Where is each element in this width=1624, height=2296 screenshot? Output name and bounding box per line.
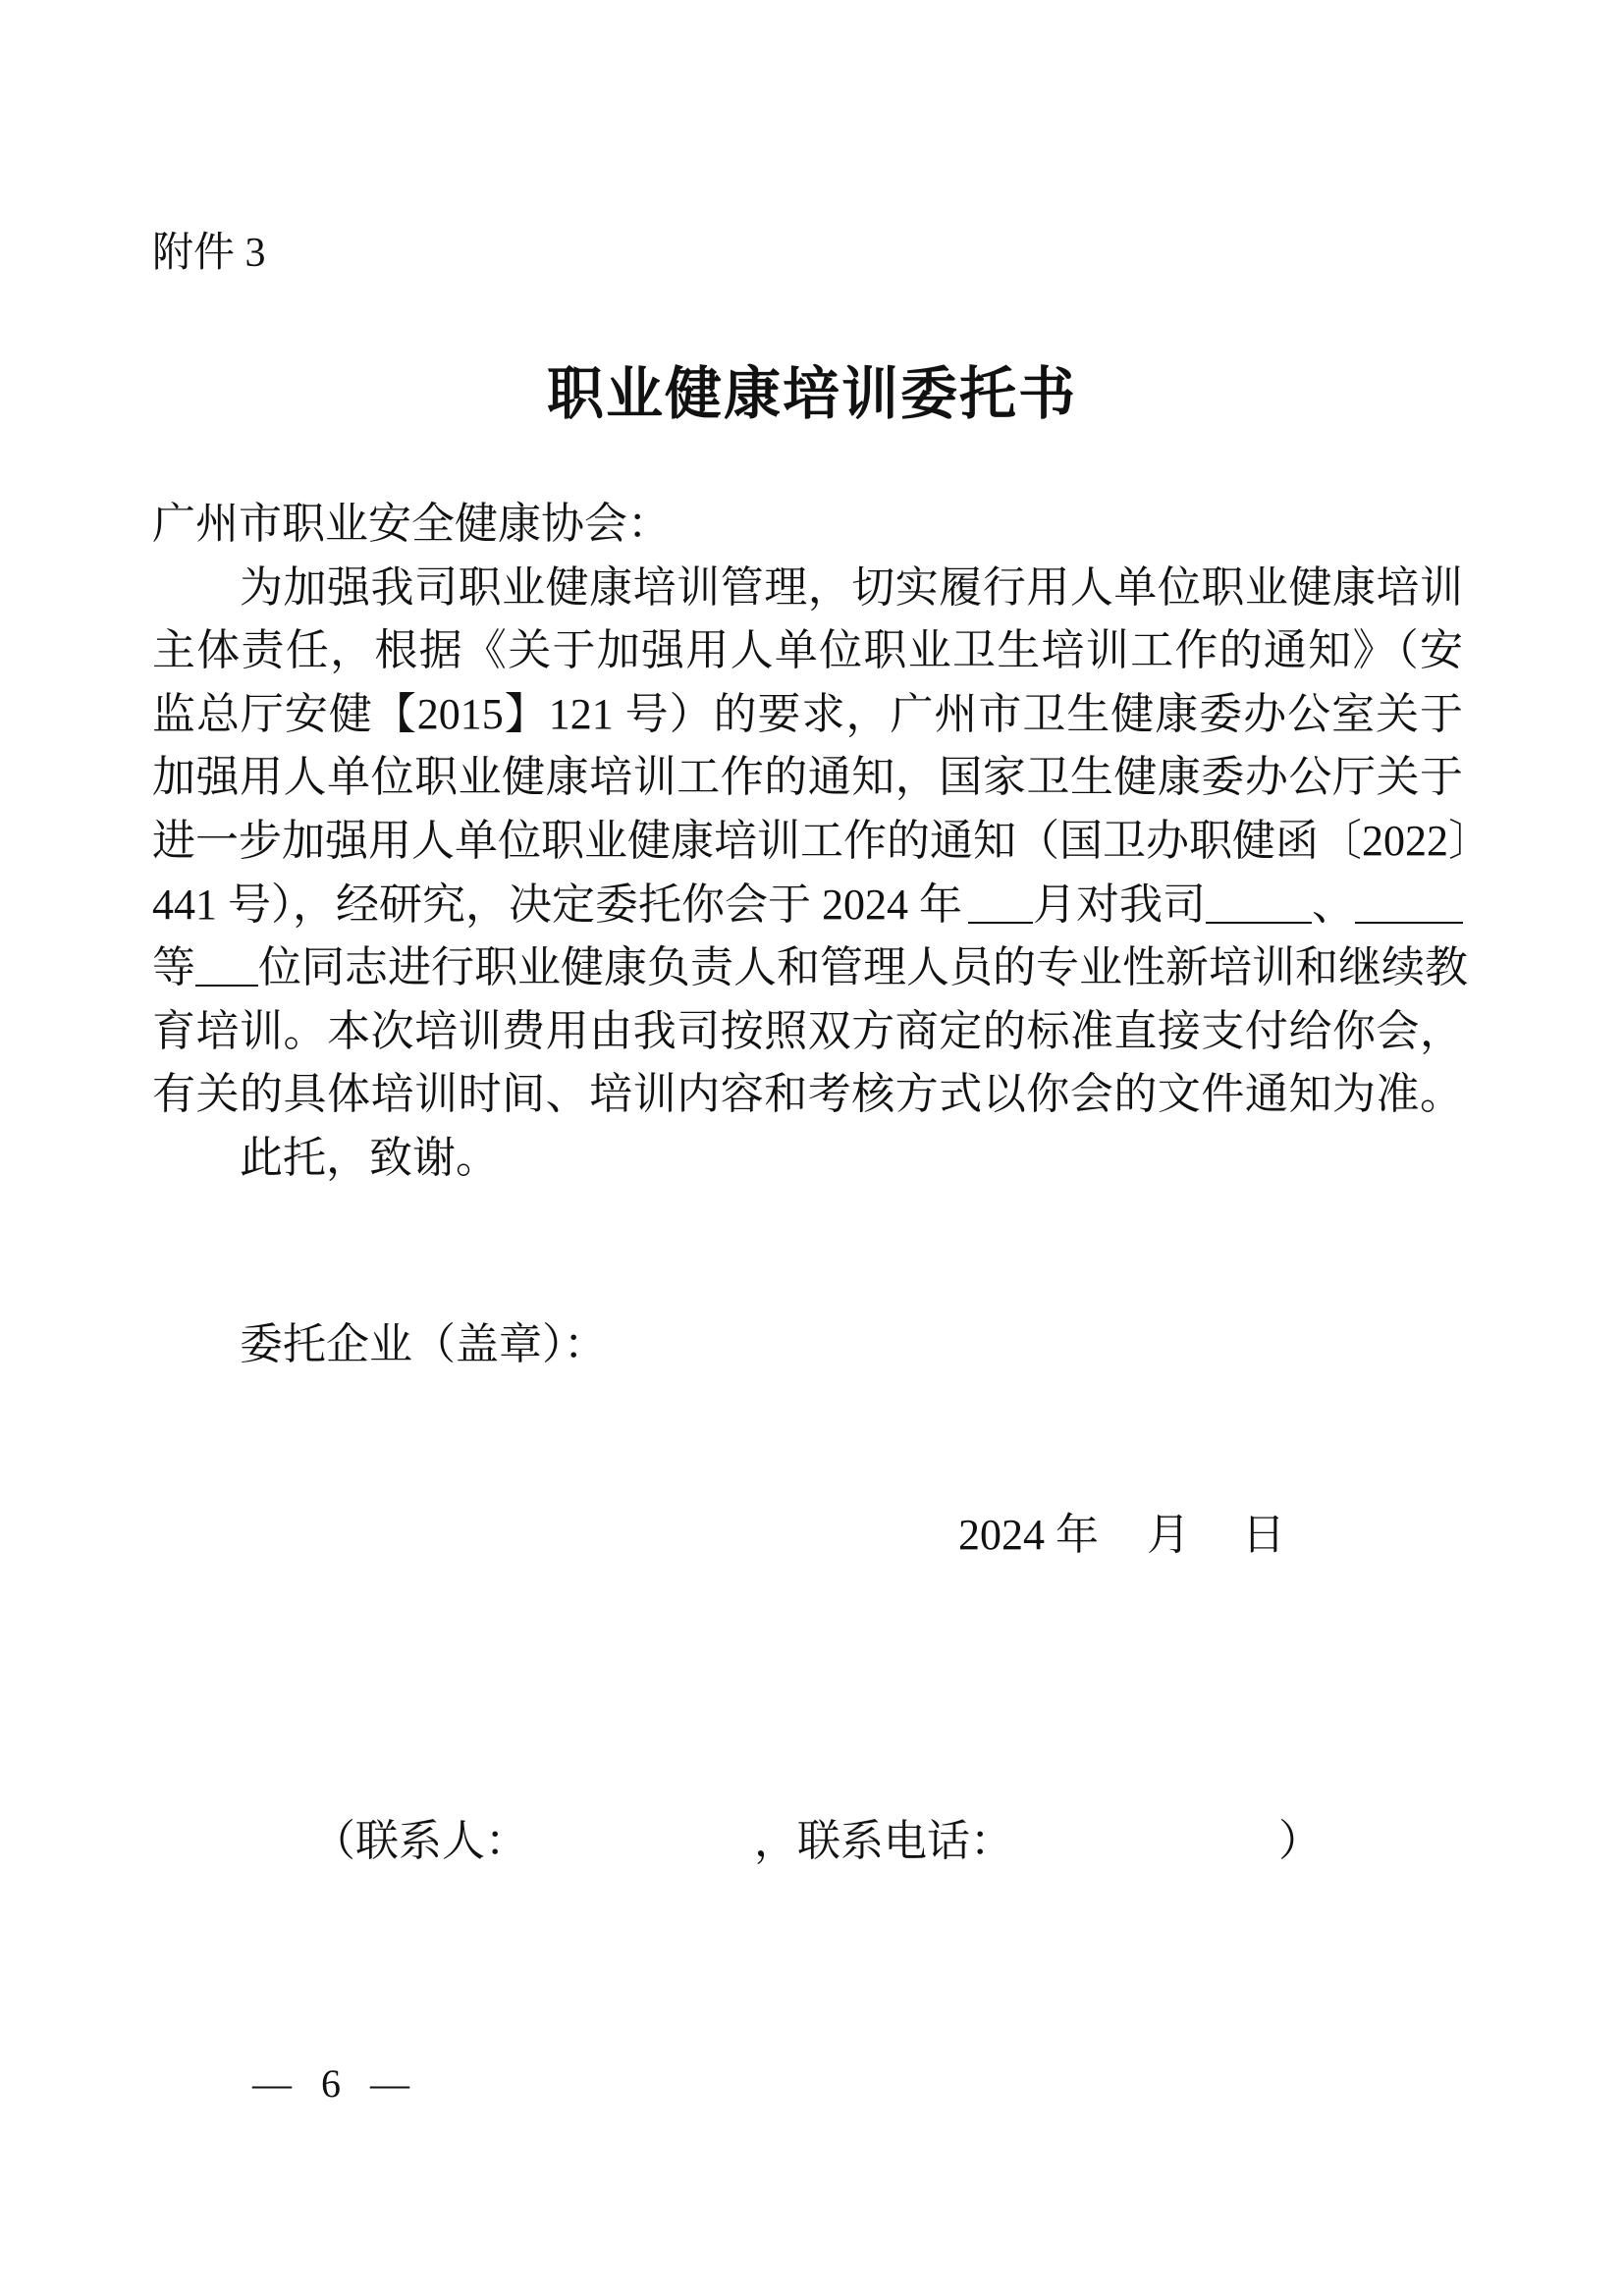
- document-title: 职业健康培训委托书: [546, 362, 1077, 426]
- body-line-6-text-2: 月对我司: [1033, 880, 1206, 929]
- contact-person-label: （联系人：: [312, 1817, 528, 1865]
- closing: 此托，致谢。: [240, 1133, 499, 1182]
- trainee-count-blank: [195, 945, 258, 987]
- date-day: 日: [1242, 1511, 1285, 1559]
- trainee-name-blank-2: [1355, 882, 1463, 924]
- body-line-2: 主体责任，根据《关于加强用人单位职业卫生培训工作的通知》（安: [152, 626, 1463, 675]
- body-line-7: [152, 936, 1468, 1000]
- salutation: 广州市职业安全健康协会：: [152, 500, 671, 548]
- signature-label: 委托企业（盖章）：: [240, 1320, 607, 1368]
- body-line-8: 育培训。本次培训费用由我司按照双方商定的标准直接支付给你会，: [152, 1006, 1463, 1055]
- body-line-3: 监总厅安健【2015】121 号）的要求，广州市卫生健康委办公室关于: [152, 689, 1463, 738]
- date-year: 2024 年: [958, 1511, 1099, 1559]
- body-line-6-text-1: 441 号），经研究，决定委托你会于 2024 年: [152, 880, 962, 929]
- trainee-name-blank-1: [1206, 882, 1312, 924]
- body-line-4: 加强用人单位职业健康培训工作的通知，国家卫生健康委办公厅关于: [152, 753, 1463, 802]
- date-month: 月: [1147, 1511, 1190, 1559]
- page-number: — 6 —: [252, 2061, 409, 2106]
- contact-close-paren: ）: [1278, 1817, 1322, 1865]
- attachment-label: 附件 3: [152, 231, 266, 276]
- body-line-7-text-1: 等: [152, 943, 195, 992]
- contact-phone-label: ，联系电话：: [754, 1817, 1013, 1865]
- body-line-9: 有关的具体培训时间、培训内容和考核方式以你会的文件通知为准。: [152, 1070, 1463, 1119]
- body-line-1: 为加强我司职业健康培训管理，切实履行用人单位职业健康培训: [240, 562, 1463, 612]
- body-line-7-text-2: 位同志进行职业健康负责人和管理人员的专业性新培训和继续教: [258, 943, 1468, 992]
- body-line-6: [152, 874, 1463, 937]
- month-blank: [968, 882, 1033, 924]
- body-line-6-text-3: 、: [1312, 880, 1355, 929]
- letter-body: [152, 493, 1491, 1191]
- body-line-5: 进一步加强用人单位职业健康培训工作的通知（国卫办职健函〔2022〕: [152, 816, 1491, 865]
